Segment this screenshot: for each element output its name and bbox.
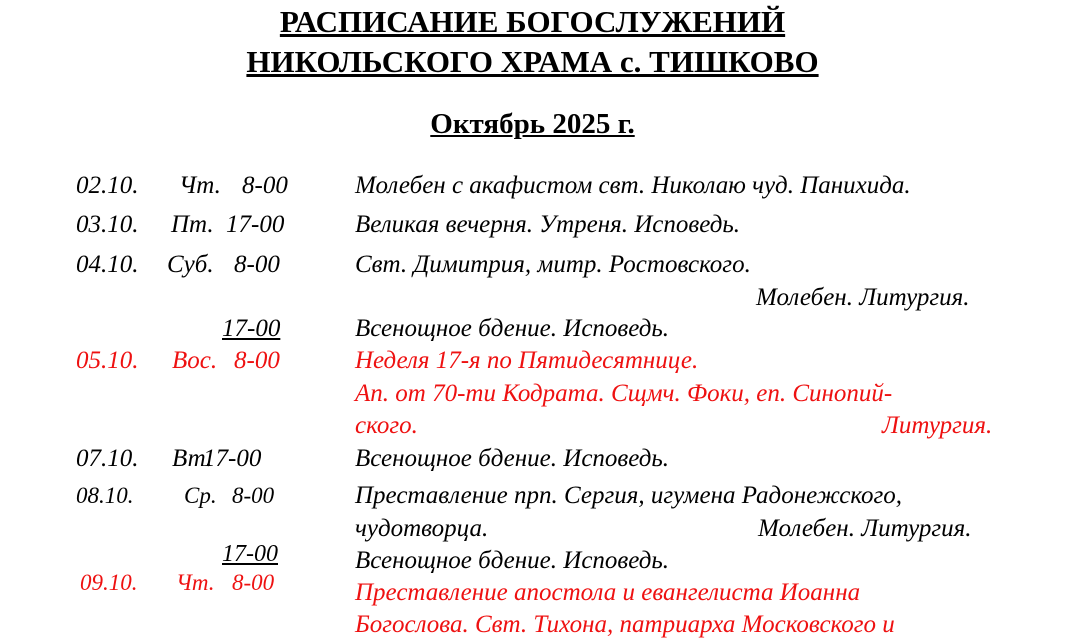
time: 8-00 (242, 172, 288, 199)
time: 8-00 (234, 347, 280, 374)
time: 8-00 (232, 483, 275, 508)
service-text: Преставление апостола и евангелиста Иоанна (355, 579, 861, 606)
time: 17-00 (222, 541, 278, 567)
time: 17-00 (226, 211, 285, 238)
date: 04.10. (76, 251, 139, 278)
service-text: Ап. от 70-ти Кодрата. Сщмч. Фоки, еп. Синопий- (355, 380, 893, 407)
title-line-1: РАСПИСАНИЕ БОГОСЛУЖЕНИЙ (279, 4, 786, 39)
service-text: Всенощное бдение. Исповедь. (355, 315, 670, 342)
date: 05.10. (76, 347, 139, 374)
weekday: Вос. (172, 347, 218, 374)
service-text: Литургия. (882, 412, 993, 439)
service-text: чудотворца. (355, 515, 489, 542)
date-time-cell (76, 444, 282, 474)
service-text: Неделя 17-я по Пятидесятнице. (355, 347, 699, 374)
weekday: Вт. (172, 445, 213, 472)
date-time-cell (76, 481, 280, 509)
service-text: Свт. Димитрия, митр. Ростовского. (355, 251, 751, 278)
time: 8-00 (234, 251, 280, 278)
date: 07.10. (76, 445, 139, 472)
service-text: ского. (355, 412, 418, 439)
service-text: Молебен. Литургия. (758, 515, 972, 542)
date: 08.10. (76, 483, 134, 508)
date-time-cell (76, 210, 291, 240)
date: 02.10. (76, 172, 139, 199)
service-text: Молебен. Литургия. (756, 284, 970, 311)
date-time-cell (76, 171, 293, 201)
service-text: Великая вечерня. Утреня. Исповедь. (355, 211, 740, 238)
service-text: Всенощное бдение. Исповедь. (355, 445, 670, 472)
time: 17-00 (222, 315, 281, 342)
month-heading: Октябрь 2025 г. (430, 108, 635, 140)
service-text: Преставление прп. Сергия, игумена Радонежского, (355, 482, 903, 509)
weekday: Чт. (176, 570, 215, 595)
date: 09.10. (80, 570, 138, 595)
date-time-cell (80, 568, 280, 596)
title-line-2: НИКОЛЬСКОГО ХРАМА с. ТИШКОВО (246, 44, 819, 79)
time: 8-00 (232, 570, 275, 595)
weekday: Пт. (171, 211, 214, 238)
weekday: Ср. (184, 483, 217, 508)
time: 17-00 (203, 445, 262, 472)
service-text: Молебен с акафистом свт. Николаю чуд. Панихида. (355, 172, 911, 199)
service-text: Всенощное бдение. Исповедь. (355, 547, 670, 574)
date: 03.10. (76, 211, 139, 238)
date-time-cell (76, 250, 286, 280)
weekday: Суб. (167, 251, 214, 278)
date-time-cell (76, 346, 286, 376)
service-text: Богослова. Свт. Тихона, патриарха Московского и (355, 611, 895, 638)
weekday: Чт. (179, 172, 221, 199)
